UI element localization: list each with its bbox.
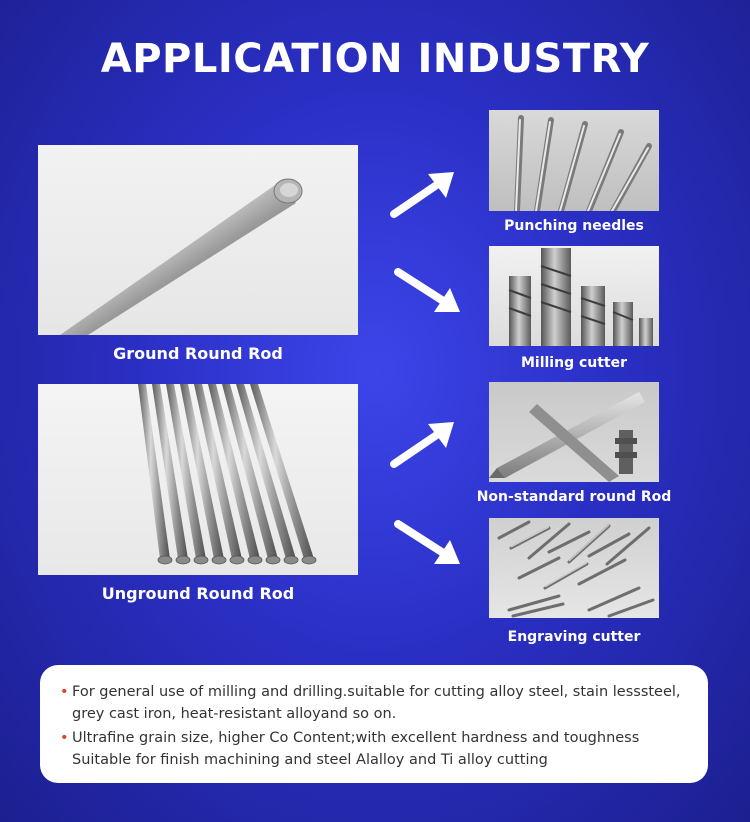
arrow-up-right-icon [388,168,460,220]
unground-round-rod-photo [38,384,358,575]
unground-round-rod-label: Unground Round Rod [101,584,295,603]
feature-line: grey cast iron, heat-resistant alloyand so on. [72,706,397,722]
features-box [40,665,708,783]
feature-line: Ultrafine grain size, higher Co Content;with excellent hardness and toughness [72,730,640,746]
bullet-dot-icon: • [60,684,69,700]
punching-needles-photo [489,110,659,211]
arrow-down-right-icon [392,518,464,570]
arrow-up-right-icon [388,418,460,470]
ground-round-rod-photo [38,145,358,335]
ground-round-rod-label: Ground Round Rod [113,344,283,363]
non-standard-round-rod-label: Non-standard round Rod [476,489,672,505]
engraving-cutter-label: Engraving cutter [507,629,641,645]
non-standard-round-rod-photo [489,382,659,482]
feature-line: For general use of milling and drilling.suitable for cutting alloy steel, stain lesssteel, [72,684,681,700]
feature-item [62,727,702,771]
feature-item [62,681,702,725]
feature-line: Suitable for finish machining and steel Alalloy and Ti alloy cutting [72,752,548,768]
engraving-cutter-photo [489,518,659,618]
punching-needles-label: Punching needles [504,218,644,234]
arrow-down-right-icon [392,266,464,318]
bullet-dot-icon: • [60,730,69,746]
milling-cutter-photo [489,246,659,346]
page-title: APPLICATION INDUSTRY [100,36,650,82]
milling-cutter-label: Milling cutter [520,355,628,371]
